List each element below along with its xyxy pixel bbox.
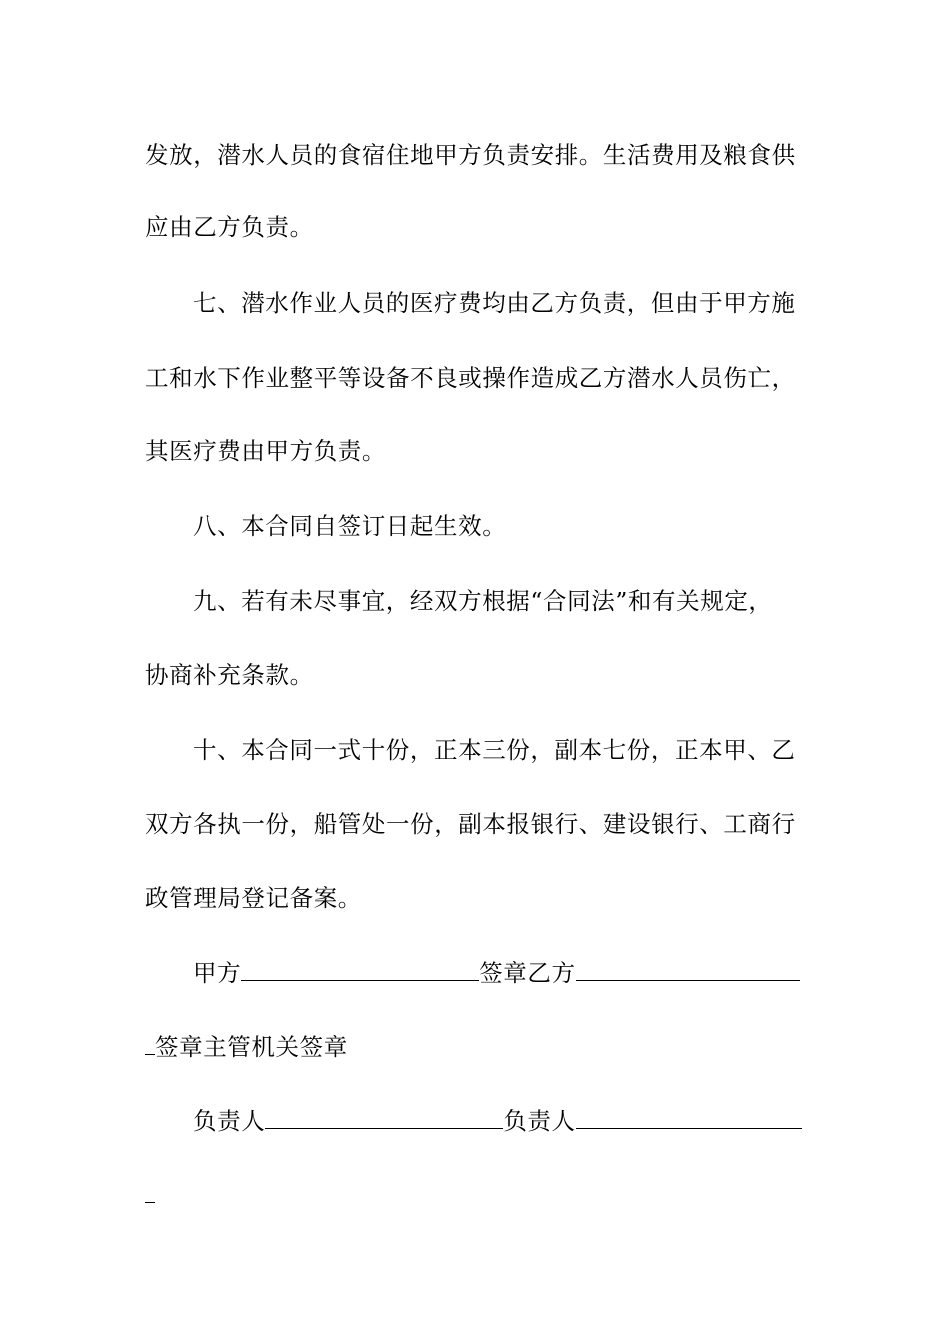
continued-blank-2 [145,1182,155,1203]
responsible-label-a: 负责人 [193,1107,266,1135]
clause-7-line-3: 其医疗费由甲方负责。 [145,437,386,465]
clause-8: 八、本合同自签订日起生效。 [193,512,507,540]
signature-row-continued [145,1180,155,1210]
signature-row-authority [145,1032,348,1062]
paragraph-6-line-1: 发放，潜水人员的食宿住地甲方负责安排。生活费用及粮食供 [145,141,796,169]
clause-10-line-3: 政管理局登记备案。 [145,884,362,912]
party-b-signature-blank [576,960,800,981]
clause-7-line-2: 工和水下作业整平等设备不良或操作造成乙方潜水人员伤亡， [145,364,796,392]
party-a-signature-blank [241,960,479,981]
paragraph-6-line-2: 应由乙方负责。 [145,213,314,241]
clause-9-line-2: 协商补充条款。 [145,661,314,689]
clause-9-line-1: 九、若有未尽事宜，经双方根据“合同法”和有关规定， [193,587,773,615]
seal-party-b-label: 签章乙方 [479,959,576,987]
responsible-a-blank [265,1108,503,1129]
party-a-label: 甲方 [193,959,242,987]
clause-10-line-1: 十、本合同一式十份，正本三份，副本七份，正本甲、乙 [193,736,796,764]
clause-7-line-1: 七、潜水作业人员的医疗费均由乙方负责，但由于甲方施 [193,289,796,317]
seal-authority-label: 签章主管机关签章 [155,1033,348,1061]
responsible-b-blank [576,1108,802,1129]
responsible-label-b: 负责人 [503,1107,576,1135]
signature-row-responsible [193,1106,802,1136]
signature-row-parties [193,958,800,988]
clause-10-line-2: 双方各执一份，船管处一份，副本报银行、建设银行、工商行 [145,810,796,838]
continued-blank [145,1034,155,1055]
